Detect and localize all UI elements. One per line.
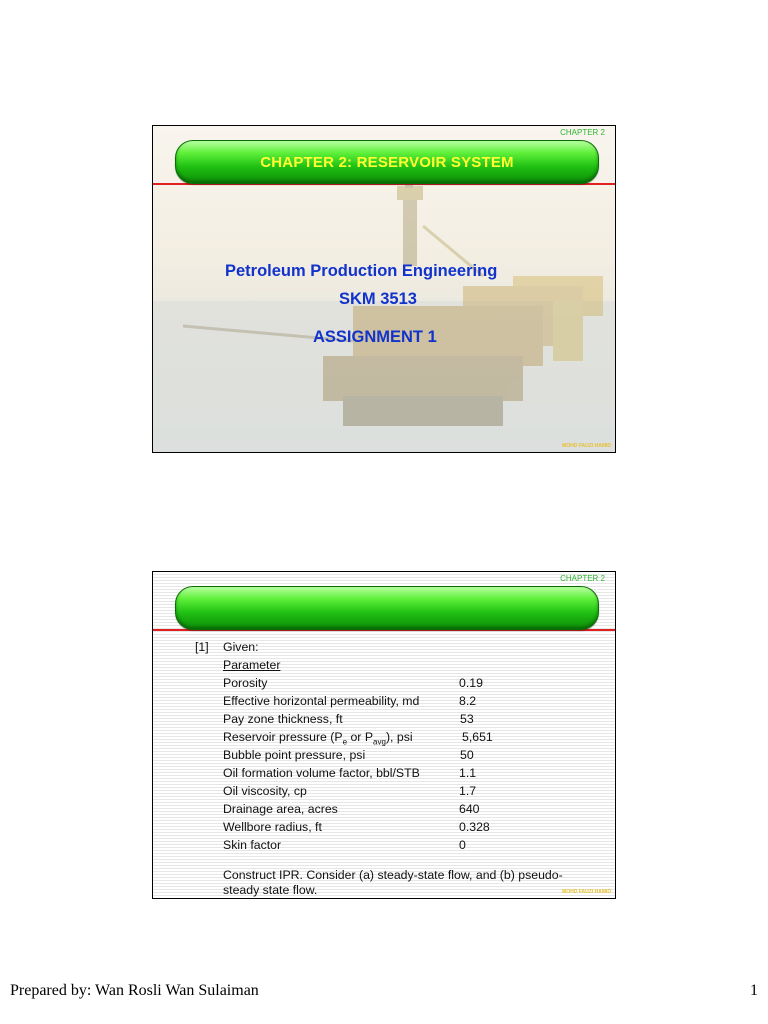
assignment-title: ASSIGNMENT 1 (313, 328, 437, 346)
parameter-label: Reservoir pressure ($P_e$ or $P_{avg}$), psi (223, 730, 413, 747)
page-number: 1 (750, 982, 758, 999)
parameter-header: Parameter (223, 658, 281, 672)
slide-title (152, 125, 616, 453)
author-credit: MOHD FAUZI HAMID (562, 443, 611, 449)
parameter-row (223, 730, 603, 746)
parameter-row (223, 802, 603, 818)
parameter-value: 8.2 (459, 694, 477, 708)
parameter-label: Oil viscosity, cp (223, 784, 307, 798)
parameter-label: Pay zone thickness, ft (223, 712, 343, 726)
chapter-tag: CHAPTER 2 (560, 128, 605, 137)
parameter-label: Skin factor (223, 838, 282, 852)
given-label: Given: (223, 640, 259, 654)
parameter-row (223, 784, 603, 800)
parameter-row (223, 748, 603, 764)
parameter-row (223, 712, 603, 728)
parameter-value: 53 (460, 712, 474, 726)
parameter-label: Drainage area, acres (223, 802, 338, 816)
parameter-value: 1.7 (459, 784, 477, 798)
course-title: Petroleum Production Engineering (225, 262, 498, 280)
author-credit: MOHD FAUZI HAMID (562, 889, 611, 895)
problem-number: [1] (195, 640, 209, 654)
parameter-value: 5,651 (462, 730, 493, 744)
parameter-row (223, 676, 603, 692)
parameter-row (223, 838, 603, 854)
parameter-label: Porosity (223, 676, 268, 690)
chapter-tag: CHAPTER 2 (560, 574, 605, 583)
problem-content (153, 572, 615, 898)
parameter-value: 640 (459, 802, 480, 816)
banner-title: CHAPTER 2: RESERVOIR SYSTEM (260, 153, 514, 171)
parameter-label: Wellbore radius, ft (223, 820, 322, 834)
parameter-row (223, 766, 603, 782)
course-code: SKM 3513 (339, 290, 417, 308)
parameter-value: 0 (459, 838, 466, 852)
instruction-text: Construct IPR. Consider (a) steady-state flow, and (b) pseudo-steady state flow. (223, 868, 563, 897)
parameter-row (223, 694, 603, 710)
chapter-banner (175, 140, 599, 184)
parameter-value: 0.19 (459, 676, 483, 690)
parameter-row (223, 820, 603, 836)
parameter-value: 1.1 (459, 766, 477, 780)
slide-problem (152, 571, 616, 899)
parameter-label: Effective horizontal permeability, md (223, 694, 420, 708)
parameter-value: 50 (460, 748, 474, 762)
parameter-value: 0.328 (459, 820, 490, 834)
parameter-label: Oil formation volume factor, bbl/STB (223, 766, 420, 780)
parameter-label: Bubble point pressure, psi (223, 748, 366, 762)
prepared-by: Prepared by: Wan Rosli Wan Sulaiman (10, 982, 259, 999)
